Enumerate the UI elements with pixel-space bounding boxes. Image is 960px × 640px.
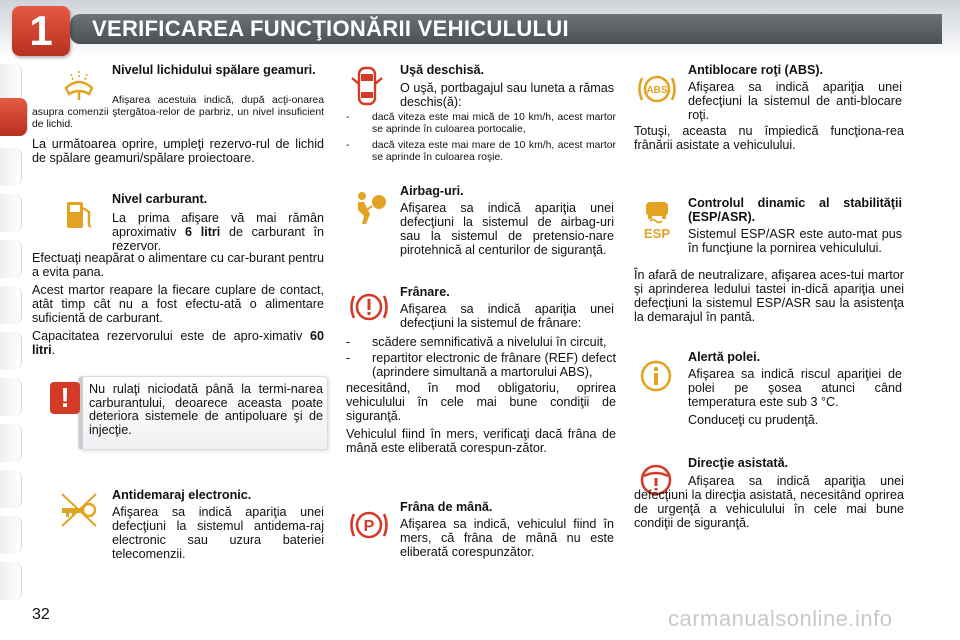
esp-icon-text: ESP	[643, 226, 671, 240]
warning-exclamation-icon: !	[50, 382, 80, 414]
esp-p2: În afară de neutralizare, afişarea aces-tui martor şi aprinderea ledului tastei in-dică apariţia unei defecţiuni la sistemul ESP/ASR sau la asistenţa la demarajul în pantă.	[634, 268, 904, 324]
brakes-item-1-text: scădere semnificativă a nivelului în circuit,	[372, 335, 607, 349]
chapter-tab[interactable]	[0, 470, 22, 508]
chapter-tab-active[interactable]	[0, 98, 28, 136]
handbrake-icon-letter: P	[363, 518, 375, 535]
chapter-tab[interactable]	[0, 240, 22, 278]
door-body: O uşă, portbagajul sau luneta a rămas deschis(ă):	[400, 81, 614, 109]
watermark: carmanualsonline.info	[668, 606, 893, 631]
fuel-p2: Efectuaţi neapărat o alimentare cu car-burant pentru a evita pana.	[32, 251, 324, 279]
handbrake-body: Afişarea sa indică, vehiculul fiind în mers, că frâna de mână nu este eliberată corespunzător.	[400, 517, 614, 559]
esp-body: Sistemul ESP/ASR este auto-mat pus în funcţiune la pornirea vehiculului.	[688, 227, 902, 255]
esp-section	[688, 196, 902, 259]
brakes-p3: Vehiculul fiind în mers, verificaţi dacă frâna de mână este eliberată corespun-zător.	[346, 427, 616, 455]
brakes-item-2-text: repartitor electronic de frânare (REF) defect (aprindere simultană a martorului ABS),	[372, 351, 616, 379]
fuel-title: Nivel carburant.	[112, 192, 208, 206]
ice-section	[688, 350, 902, 431]
fuel-p1	[112, 211, 324, 253]
brakes-title: Frânare.	[400, 285, 450, 299]
page-number: 32	[32, 606, 50, 623]
brakes-section	[400, 285, 614, 334]
steering-title: Direcţie asistată.	[688, 456, 789, 470]
abs-icon-text: ABS	[646, 85, 668, 96]
washer-title-block	[112, 63, 324, 80]
fuel-p1-text-end: de carburant în rezervor.	[112, 225, 324, 253]
esp-title: Controlul dinamic al stabilităţii (ESP/ASR).	[688, 196, 902, 224]
washer-intro: Afişarea acestuia indică, după acţi-onarea asupra comenzii ştergătoa-relor de parbriz, un nivel insuficient de lichid.	[32, 95, 324, 130]
chapter-tab[interactable]	[0, 378, 22, 416]
door-list	[346, 112, 616, 166]
abs-section	[688, 63, 902, 126]
door-title: Uşă deschisă.	[400, 63, 485, 77]
chapter-tab[interactable]	[0, 516, 22, 554]
chapter-tab[interactable]	[0, 332, 22, 370]
immobiliser-key-icon	[58, 490, 100, 530]
chapter-tab[interactable]	[0, 148, 22, 186]
page-title: VERIFICAREA FUNCŢIONĂRII VEHICULULUI	[92, 16, 569, 41]
chapter-tab[interactable]	[0, 286, 22, 324]
immobiliser-section	[112, 488, 324, 565]
fuel-litres-60: 60 litri	[32, 329, 324, 357]
ice-title: Alertă polei.	[688, 350, 761, 364]
abs-title: Antiblocare roţi (ABS).	[688, 63, 824, 77]
abs-body: Afişarea sa indică apariţia unei defecţiuni la sistemul de anti-blocare roţi.	[688, 80, 902, 122]
ice-alert-icon	[638, 358, 674, 394]
brakes-item-1: - scădere semnificativă a nivelului în circuit,	[346, 335, 616, 349]
fuel-section	[112, 192, 324, 257]
airbag-body: Afişarea sa indică apariţia unei defecţiuni la sistemul de airbag-uri sau la sistemul de pretensio-nare pirotehnică al centurilor de siguranţă.	[400, 201, 614, 257]
steering-section	[688, 456, 902, 473]
fuel-p4-text: Capacitatea rezervorului este de apro-ximativ	[32, 329, 310, 343]
chapter-tab[interactable]	[0, 562, 22, 600]
chapter-tab[interactable]	[0, 424, 22, 462]
washer-body: La următoarea oprire, umpleţi rezervo-rul de lichid de spălare geamuri/spălare proiectoare.	[32, 137, 324, 165]
door-item-1-text: dacă viteza este mai mică de 10 km/h, acest martor se aprinde în culoarea portocalie,	[372, 112, 616, 135]
door-item-1: - dacă viteza este mai mică de 10 km/h, acest martor se aprinde în culoarea portocalie,	[346, 112, 616, 135]
warning-box	[78, 376, 328, 450]
chapter-tab-strip	[0, 64, 22, 584]
immobiliser-title: Antidemaraj electronic.	[112, 488, 252, 502]
warning-text: Nu rulaţi niciodată până la termi-narea carburantului, deoarece aceasta poate deteriora sistemele de antipoluare şi de injecţie.	[89, 382, 323, 437]
fuel-pump-icon	[60, 196, 98, 234]
door-item-2-text: dacă viteza este mai mare de 10 km/h, acest martor se aprinde în culoarea roşie.	[372, 140, 616, 163]
door-open-icon	[350, 64, 384, 108]
fuel-p1-text: La prima afişare vă mai rămân aproximativ	[112, 211, 324, 239]
abs-icon	[636, 70, 678, 108]
fuel-p4-end: .	[51, 343, 56, 357]
chapter-tab[interactable]	[0, 64, 22, 102]
esp-icon	[638, 198, 676, 240]
chapter-badge: 1	[12, 6, 70, 56]
fuel-p4	[32, 329, 324, 357]
washer-title: Nivelul lichidului spălare geamuri.	[112, 63, 316, 77]
brakes-details	[346, 335, 616, 459]
brakes-body: Afişarea sa indică apariţia unei defecţiuni la sistemul de frânare:	[400, 302, 614, 330]
door-item-2: - dacă viteza este mai mare de 10 km/h, acest martor se aprinde în culoarea roşie.	[346, 140, 616, 163]
brakes-p2: necesitând, în mod obligatoriu, oprirea vehiculului în cele mai bune condiţii de siguranţă.	[346, 381, 616, 423]
abs-p2: Totuşi, aceasta nu împiedică funcţiona-rea frânării asistate a vehiculului.	[634, 124, 904, 152]
handbrake-title: Frâna de mână.	[400, 500, 493, 514]
chapter-tab[interactable]	[0, 194, 22, 232]
door-section	[400, 63, 614, 113]
fuel-litres-6: 6 litri	[185, 225, 221, 239]
brakes-item-2: - repartitor electronic de frânare (REF) defect (aprindere simultană a martorului ABS),	[346, 351, 616, 379]
steering-body: Afişarea sa indică apariţia unei defecţiuni la direcţia asistată, necesitând oprirea de urgenţă a vehiculului în cele mai bune condiţii de siguranţă.	[634, 474, 904, 530]
airbag-title: Airbag-uri.	[400, 184, 464, 198]
airbag-section	[400, 184, 614, 261]
brake-warning-icon	[348, 288, 390, 326]
ice-body: Afişarea sa indică riscul apariţiei de polei pe şosea atunci când temperatura este sub 3 °C.	[688, 367, 902, 409]
handbrake-icon	[348, 506, 390, 544]
immobiliser-body: Afişarea sa indică apariţia unei defecţiuni la sistemul antidema-raj electronic sau uzura bateriei telecomenzii.	[112, 505, 324, 561]
fuel-section-2	[32, 251, 324, 361]
handbrake-section	[400, 500, 614, 563]
airbag-icon	[350, 188, 388, 228]
ice-p2: Conduceţi cu prudenţă.	[688, 413, 819, 427]
fuel-p3: Acest martor reapare la fiecare cuplare de contact, atât timp cât nu a fost efectu-ată o alimentare suficientă de carburant.	[32, 283, 324, 325]
